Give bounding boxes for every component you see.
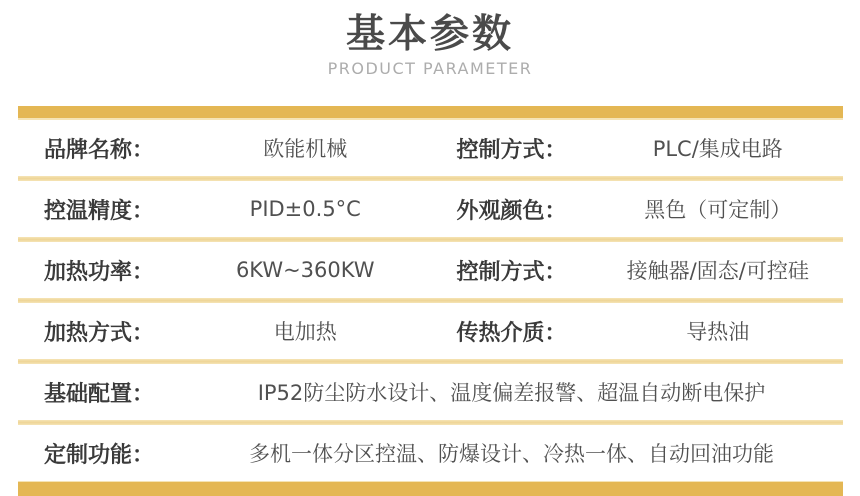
table-bottom-bar bbox=[18, 481, 843, 496]
param-label: 控制方式： bbox=[456, 137, 567, 163]
section-header bbox=[0, 0, 860, 79]
param-label: 控制方式： bbox=[456, 259, 567, 285]
param-label: 加热功率： bbox=[43, 259, 154, 285]
page-subtitle: PRODUCT PARAMETER bbox=[327, 59, 533, 78]
param-label: 加热方式： bbox=[43, 320, 154, 346]
param-label: 传热介质： bbox=[456, 320, 567, 346]
parameter-table bbox=[18, 106, 843, 496]
table-row bbox=[18, 120, 843, 176]
param-cell-heating-method bbox=[18, 303, 431, 359]
param-label: 控温精度： bbox=[43, 198, 154, 224]
table-row bbox=[18, 303, 843, 359]
param-value: IP52防尘防水设计、温度偏差报警、超温自动断电保护 bbox=[257, 381, 766, 405]
param-value: 导热油 bbox=[686, 320, 750, 344]
param-label: 定制功能： bbox=[43, 442, 154, 468]
param-value: 6KW~360KW bbox=[235, 258, 375, 282]
param-cell-brand-name bbox=[18, 120, 431, 176]
param-value: 电加热 bbox=[273, 320, 337, 344]
param-cell-heat-transfer-medium bbox=[431, 303, 844, 359]
param-value: 黑色（可定制） bbox=[644, 198, 792, 222]
param-cell-appearance-color bbox=[431, 181, 844, 237]
param-cell-control-method bbox=[431, 120, 844, 176]
param-value: 多机一体分区控温、防爆设计、冷热一体、自动回油功能 bbox=[249, 442, 774, 466]
param-label: 品牌名称： bbox=[43, 137, 154, 163]
table-row bbox=[18, 181, 843, 237]
param-cell-custom-functions bbox=[18, 425, 843, 481]
param-cell-basic-configuration bbox=[18, 364, 843, 420]
param-value: PLC/集成电路 bbox=[652, 137, 783, 161]
param-value: 接触器/固态/可控硅 bbox=[626, 259, 809, 283]
table-row bbox=[18, 425, 843, 481]
param-value: PID±0.5°C bbox=[249, 197, 361, 221]
param-cell-heating-power bbox=[18, 242, 431, 298]
table-top-bar bbox=[18, 106, 843, 120]
table-row bbox=[18, 364, 843, 420]
param-cell-temp-precision bbox=[18, 181, 431, 237]
param-label: 基础配置： bbox=[43, 381, 154, 407]
table-row bbox=[18, 242, 843, 298]
param-label: 外观颜色： bbox=[456, 198, 567, 224]
page-title: 基本参数 bbox=[345, 12, 514, 57]
param-value: 欧能机械 bbox=[263, 137, 348, 161]
param-cell-switching-method bbox=[431, 242, 844, 298]
